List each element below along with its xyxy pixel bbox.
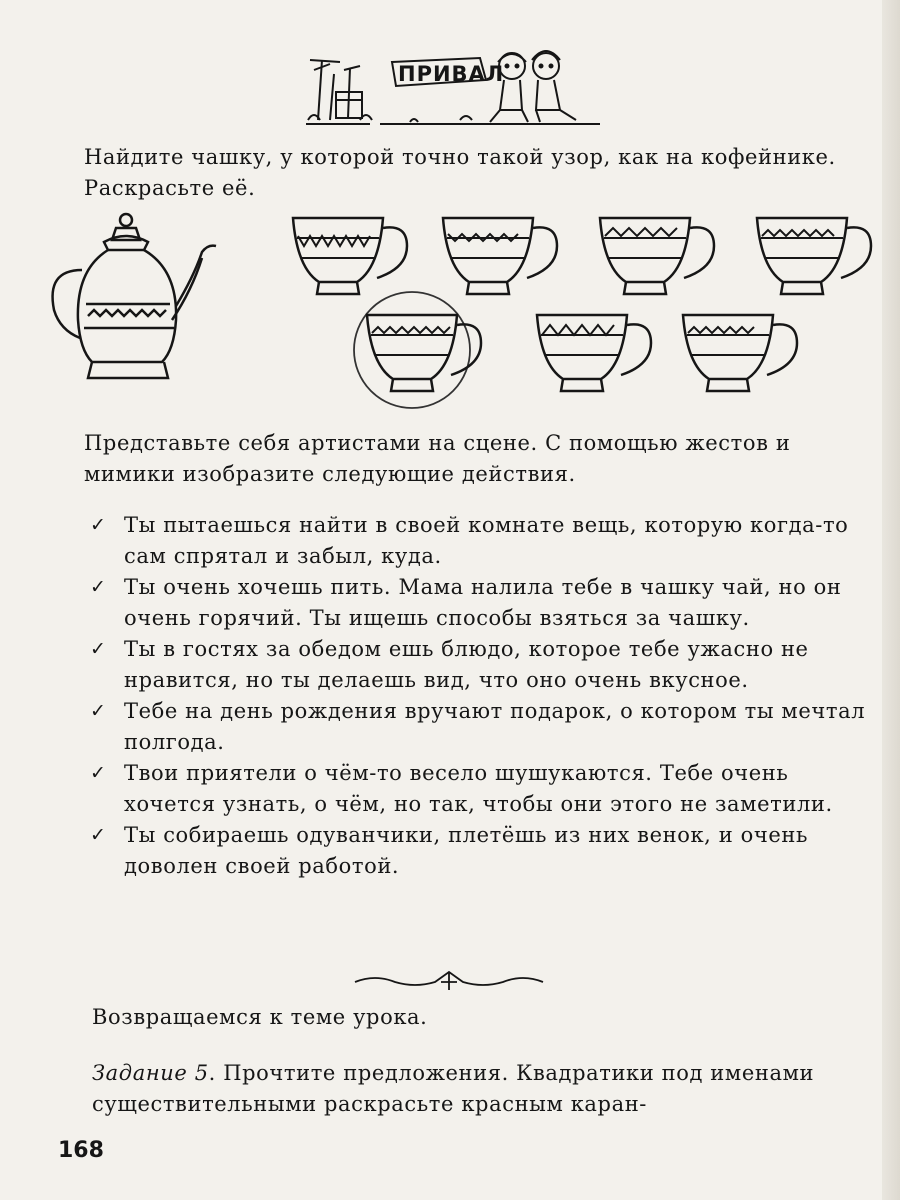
cups-group (0, 0, 900, 420)
task5-text (92, 1058, 882, 1120)
checkmark-icon: ✓ (90, 638, 107, 660)
ornament-divider (355, 968, 545, 992)
list-item: ✓ Ты в гостях за обедом ешь блюдо, которое тебе ужасно не нравится, но ты делаешь вид, что оно очень вкусное. (84, 634, 884, 696)
page-number: 168 (58, 1138, 104, 1163)
checkmark-icon: ✓ (90, 762, 107, 784)
task5-label: Задание 5 (92, 1061, 209, 1085)
list-item: ✓ Ты очень хочешь пить. Мама налила тебе в чашку чай, но он очень горячий. Ты ищешь способы взяться за чашку. (84, 572, 884, 634)
checkmark-icon: ✓ (90, 514, 107, 536)
task-actors-intro: Представьте себя артистами на сцене. С помощью жестов и мимики изобразите следующие действия. (84, 431, 791, 486)
list-item: ✓ Ты пытаешься найти в своей комнате вещь, которую когда-то сам спрятал и забыл, куда. (84, 510, 884, 572)
list-item: ✓ Тебе на день рождения вручают подарок, о котором ты мечтал полгода. (84, 696, 884, 758)
cup-5-circled[interactable] (367, 315, 481, 391)
checkmark-icon: ✓ (90, 824, 107, 846)
action-checklist (84, 510, 884, 882)
list-item: ✓ Твои приятели о чём-то весело шушукаются. Тебе очень хочется узнать, о чём, но так, чтобы они этого не заметили. (84, 758, 884, 820)
return-to-topic: Возвращаемся к теме урока. (92, 1005, 428, 1029)
cup-1[interactable] (293, 218, 407, 294)
header-title: ПРИВАЛ (398, 62, 505, 86)
cup-4[interactable] (757, 218, 871, 294)
list-item: ✓ Ты собираешь одуванчики, плетёшь из них венок, и очень доволен своей работой. (84, 820, 884, 882)
cup-3[interactable] (600, 218, 714, 294)
cup-2[interactable] (443, 218, 557, 294)
checkmark-icon: ✓ (90, 576, 107, 598)
cup-7[interactable] (683, 315, 797, 391)
cup-6[interactable] (537, 315, 651, 391)
task5-body: . Прочтите предложения. Квадратики под именами существительными раскрасьте красным каран- (92, 1061, 815, 1116)
task-teapot-text: Найдите чашку, у которой точно такой узор, как на кофейнике. Раскрасьте её. (84, 145, 836, 200)
checkmark-icon: ✓ (90, 700, 107, 722)
